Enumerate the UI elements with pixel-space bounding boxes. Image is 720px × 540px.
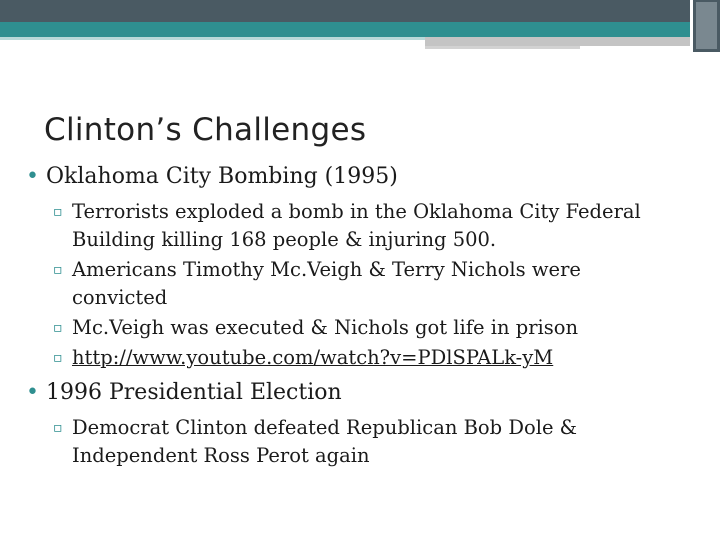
slide-body — [0, 162, 720, 470]
header-decoration — [0, 0, 720, 52]
square-bullet-icon: ▫ — [53, 262, 63, 278]
header-bar-gray-thin — [425, 46, 580, 49]
header-bar-teal — [0, 22, 690, 37]
slide-title: Clinton’s Challenges — [44, 112, 367, 148]
sub-bullet-text: Americans Timothy Mc.Veigh & Terry Nichols were convicted — [72, 258, 581, 309]
bullet-dot-icon: • — [26, 380, 39, 405]
square-bullet-icon: ▫ — [53, 420, 63, 436]
square-bullet-icon: ▫ — [53, 204, 63, 220]
sub-bullet-text: Mc.Veigh was executed & Nichols got life in prison — [72, 316, 579, 339]
square-bullet-icon: ▫ — [53, 320, 63, 336]
sub-bullet-convicted — [0, 256, 720, 312]
header-bar-light — [0, 37, 425, 40]
sub-bullet-defeated — [0, 414, 720, 470]
header-bar-gray — [425, 37, 690, 46]
bullet-election — [0, 378, 720, 408]
sub-bullet-executed — [0, 314, 720, 342]
bullet-dot-icon: • — [26, 164, 39, 189]
bullet-text: Oklahoma City Bombing (1995) — [46, 164, 398, 189]
header-bar-dark — [0, 0, 690, 22]
youtube-link[interactable]: http://www.youtube.com/watch?v=PDlSPALk-yM — [72, 346, 554, 369]
sub-bullet-text: Terrorists exploded a bomb in the Oklahoma City Federal Building killing 168 people & injuring 500. — [72, 200, 641, 251]
square-bullet-icon: ▫ — [53, 350, 63, 366]
header-corner-inner — [696, 2, 717, 49]
sub-bullet-bomb — [0, 198, 720, 254]
bullet-text: 1996 Presidential Election — [46, 380, 342, 405]
bullet-oklahoma — [0, 162, 720, 192]
sub-bullet-text: Democrat Clinton defeated Republican Bob Dole & Independent Ross Perot again — [72, 416, 578, 467]
sub-bullet-link — [0, 344, 720, 372]
